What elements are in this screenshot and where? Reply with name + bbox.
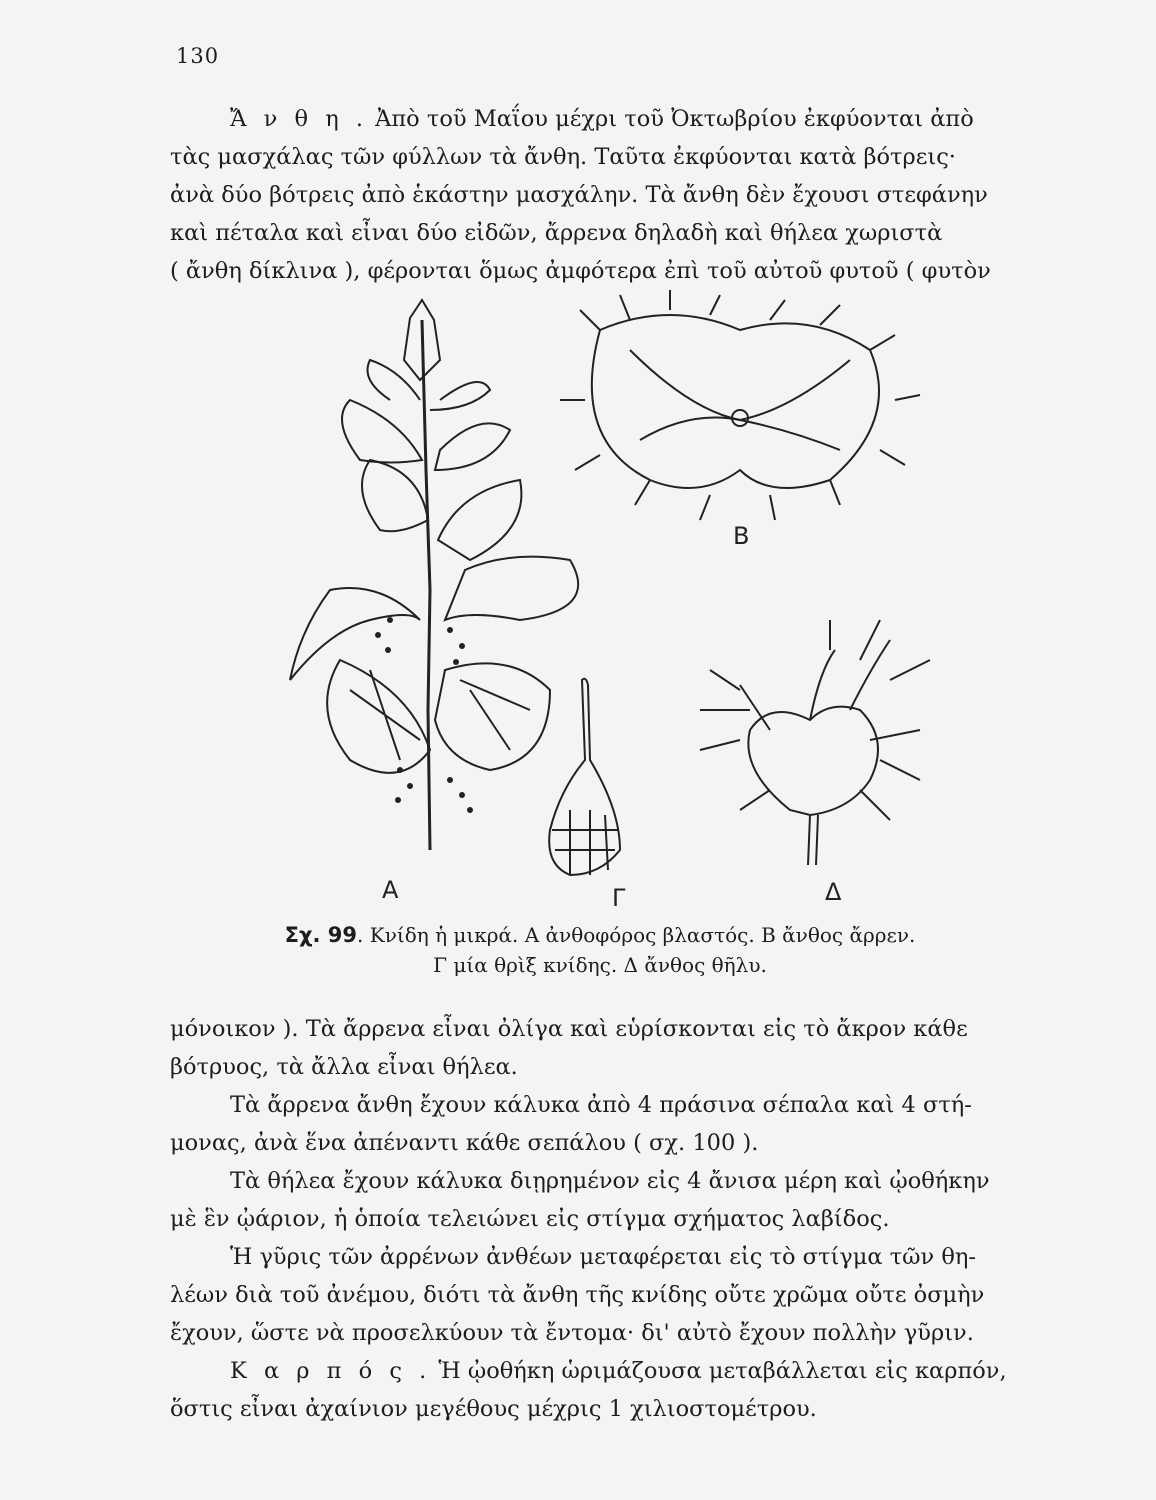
body-line-8: λέων διὰ τοῦ ἀνέμου, διότι τὰ ἄνθη τῆς κνίδης οὔτε χρῶμα οὔτε ὀσμὴν [170, 1282, 985, 1308]
label-G: Γ [612, 884, 626, 912]
body-line-4: μονας, ἀνὰ ἕνα ἀπέναντι κάθε σεπάλου ( σχ. 100 ). [170, 1130, 759, 1156]
body-line-6: μὲ ἓν ᾠάριον, ἡ ὁποία τελειώνει εἰς στίγμα σχήματος λαβίδος. [170, 1206, 890, 1232]
intro-paragraph [170, 100, 1030, 290]
caption-line-2: Γ μία θρὶξ κνίδης. Δ ἄνθος θῆλυ. [433, 953, 767, 977]
body-text [170, 1010, 1030, 1428]
label-D: Δ [825, 878, 842, 906]
caption-line-1: Σχ. 99. Κνίδη ἡ μικρά. Α ἀνθοφόρος βλαστός. Β ἄνθος ἄρρεν. [284, 923, 916, 947]
body-line-9: ἔχουν, ὥστε νὰ προσελκύουν τὰ ἔντομα· δι' αὐτὸ ἔχουν πολλὴν γῦριν. [170, 1320, 974, 1346]
intro-line-4: καὶ πέταλα καὶ εἶναι δύο εἰδῶν, ἄρρενα δηλαδὴ καὶ θήλεα χωριστὰ [170, 220, 943, 246]
label-A: Α [382, 876, 399, 904]
flowering-shoot-drawing [290, 300, 578, 850]
body-line-5: Τὰ θήλεα ἔχουν κάλυκα διῃρημένον εἰς 4 ἄνισα μέρη καὶ ᾠοθήκην [230, 1168, 990, 1194]
stinging-hair-drawing [549, 679, 620, 875]
intro-heading: Ἄ ν θ η . [230, 106, 368, 132]
label-B: Β [733, 522, 750, 550]
body-line-3: Τὰ ἄρρενα ἄνθη ἔχουν κάλυκα ἀπὸ 4 πράσινα σέπαλα καὶ 4 στή- [230, 1092, 972, 1118]
fruit-heading: Κ α ρ π ό ς . [230, 1358, 432, 1384]
body-line-1: μόνοικον ). Τὰ ἄρρενα εἶναι ὀλίγα καὶ εὑρίσκονται εἰς τὸ ἄκρον κάθε [170, 1016, 968, 1042]
figure-caption [170, 920, 1030, 980]
nettle-illustration [270, 290, 1040, 910]
male-flower-drawing [560, 290, 920, 520]
body-line-2: βότρυος, τὰ ἄλλα εἶναι θήλεα. [170, 1054, 518, 1080]
intro-line-5: ( ἄνθη δίκλινα ), φέρονται ὅμως ἀμφότερα ἐπὶ τοῦ αὐτοῦ φυτοῦ ( φυτὸν [170, 258, 991, 284]
intro-line-1: Ἄ ν θ η . Ἀπὸ τοῦ Μαΐου μέχρι τοῦ Ὀκτωβρίου ἐκφύονται ἀπὸ [230, 106, 974, 132]
fruit-line-1: Κ α ρ π ό ς . Ἡ ᾠοθήκη ὡριμάζουσα μεταβάλλεται εἰς καρπόν, [230, 1358, 1007, 1384]
nettle-figure [270, 290, 1040, 910]
fruit-line-2: ὅστις εἶναι ἀχαίνιον μεγέθους μέχρις 1 χιλιοστομέτρου. [170, 1396, 817, 1422]
intro-line-3: ἀνὰ δύο βότρεις ἀπὸ ἑκάστην μασχάλην. Τὰ ἄνθη δὲν ἔχουσι στεφάνην [170, 182, 988, 208]
page-number: 130 [176, 44, 220, 68]
female-flower-drawing [700, 620, 930, 865]
caption-prefix: Σχ. 99 [284, 923, 358, 947]
intro-line-2: τὰς μασχάλας τῶν φύλλων τὰ ἄνθη. Ταῦτα ἐκφύονται κατὰ βότρεις· [170, 144, 956, 170]
body-line-7: Ἡ γῦρις τῶν ἀρρένων ἀνθέων μεταφέρεται εἰς τὸ στίγμα τῶν θη- [230, 1244, 976, 1270]
